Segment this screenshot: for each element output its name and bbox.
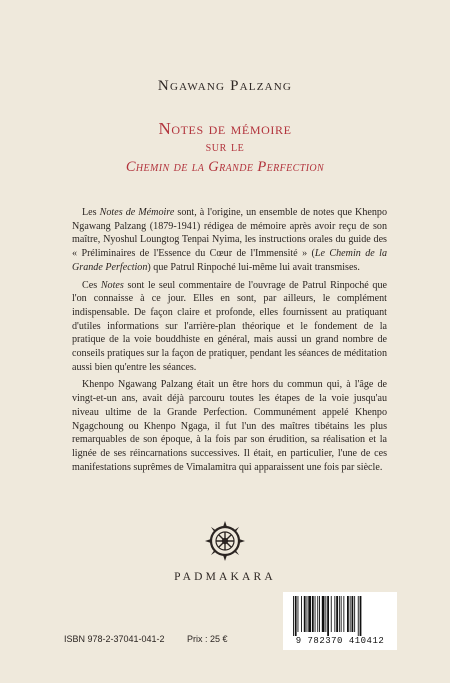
barcode-bar <box>339 596 340 632</box>
barcode-bar <box>350 596 351 632</box>
barcode-bar <box>334 596 335 632</box>
publisher-name: PADMAKARA <box>174 571 276 583</box>
title-line-3: Chemin de la Grande Perfection <box>125 159 325 175</box>
barcode <box>283 592 397 650</box>
barcode-bar <box>312 596 314 632</box>
blurb-paragraph-2: Ces Notes sont le seul commentaire de l'ouvrage de Patrul Rinpoché que l'on connaisse à ce jour. Elles en sont, par ailleurs, le complément indispensable. De façon claire et profonde, elles fournissent au pratiquant d'utiles informations sur l'arrière-plan théorique et le fondement de la pratique de la voie bouddhiste en général, mais aussi un grand nombre de conseils pratiques sur la façon de pratiquer, pendant les séances de méditation aussi bien qu'entre les séances. <box>72 279 387 373</box>
barcode-bar <box>307 596 308 632</box>
barcode-digits: 9 782370 410412 <box>295 636 385 646</box>
barcode-bar <box>317 596 318 632</box>
barcode-bar <box>304 596 306 632</box>
barcode-bar <box>354 596 355 632</box>
barcode-bar <box>315 596 316 632</box>
barcode-bar <box>331 596 332 632</box>
barcode-bar <box>347 596 349 632</box>
title-line-2: sur le <box>205 140 245 155</box>
barcode-bar <box>327 596 329 636</box>
author-name: Ngawang Palzang <box>157 78 293 94</box>
title-line-1: Notes de mémoire <box>158 119 292 138</box>
barcode-bar <box>322 596 325 632</box>
dharma-wheel-icon <box>204 520 246 562</box>
isbn-text: ISBN 978-2-37041-041-2 <box>64 634 165 644</box>
barcode-bar <box>295 596 297 636</box>
blurb-paragraph-3: Khenpo Ngawang Palzang était un être hors du commun qui, à l'âge de vingt-et-un ans, avait déjà parcouru toutes les étapes de la voie jusqu'au niveau ultime de la Grande Perfection. Communément appelé Khenpo Ngagchoung ou Khenpo Ngaga, il fut l'un des maîtres tibétains les plus remarquables de son époque, à la fois par son érudition, sa réalisation et la lignée de ses réincarnations successives. Il était, en particulier, l'une de ces manifestations suprêmes de Vimalamitra qui apparaissent une fois par siècle. <box>72 379 387 473</box>
barcode-bar <box>308 596 311 632</box>
barcode-bar <box>352 596 354 632</box>
blurb-paragraph-1: Les Notes de Mémoire sont, à l'origine, un ensemble de notes que Khenpo Ngawang Palzang (1879-1941) rédigea de mémoire après avoir reçu de son maître, Nyoshul Loungtog Tenpai Nyima, les instructions orales du guide des « Préliminaires de l'Essence du Cœur de l'Immensité » (Le Chemin de la Grande Perfection) que Patrul Rinpoché lui-même lui avait transmises. <box>72 207 387 273</box>
book-title <box>0 118 450 177</box>
emphasis-notes: Notes <box>100 279 124 291</box>
emphasis-book-title: Le Chemin de la Grande Perfection <box>72 248 387 273</box>
emphasis-notes-de-memoire: Notes de Mémoire <box>99 207 175 218</box>
barcode-bar <box>343 596 344 632</box>
barcode-bars <box>293 596 387 636</box>
barcode-bar <box>319 596 320 632</box>
barcode-bar <box>293 596 294 636</box>
barcode-bar <box>301 596 302 632</box>
barcode-bar <box>298 596 299 632</box>
barcode-bar <box>336 596 338 632</box>
price-text: Prix : 25 € <box>187 634 228 644</box>
barcode-bar <box>360 596 362 636</box>
barcode-bar <box>358 596 359 636</box>
barcode-bar <box>325 596 326 632</box>
blurb-text <box>72 206 387 478</box>
barcode-bar <box>341 596 342 632</box>
